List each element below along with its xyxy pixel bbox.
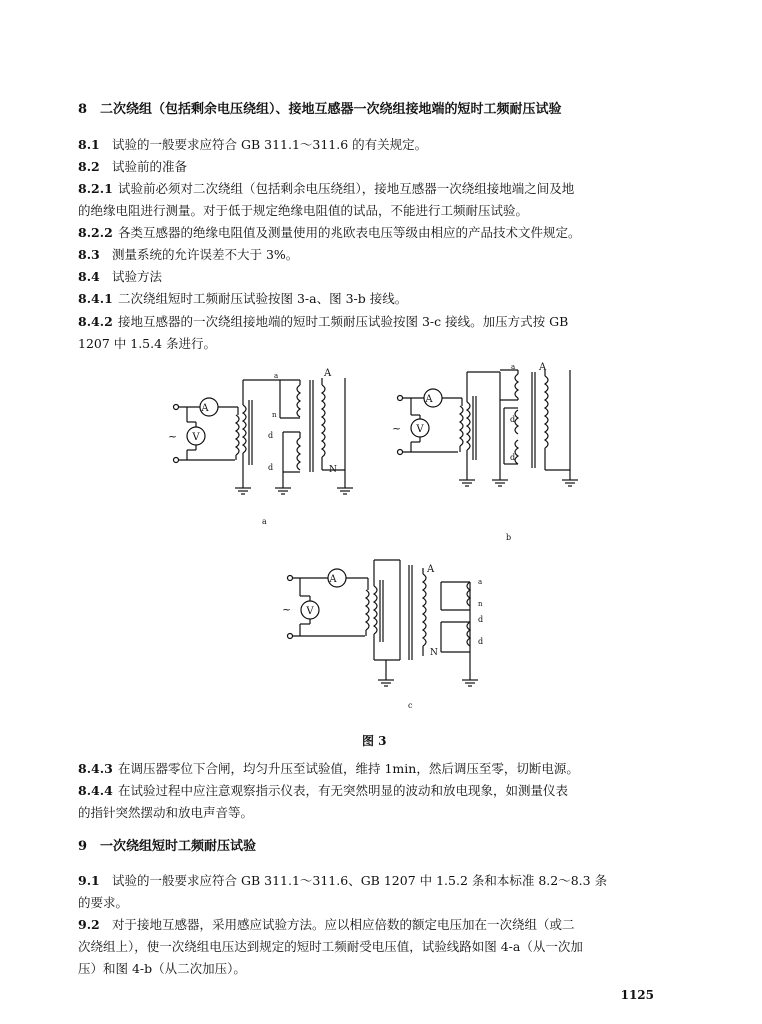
para-number: 9.2 <box>78 917 100 932</box>
terminal-A-b: A <box>539 362 547 373</box>
terminal-A-c: A <box>427 564 435 575</box>
para-9-2-cont-1: 次绕组上），使一次绕组电压达到规定的短时工频耐受电压值，试验线路如图 4-a（从一次加 <box>78 939 583 954</box>
para-text: 测量系统的允许误差不大于 3%。 <box>112 247 299 262</box>
para-number: 8.1 <box>78 137 100 152</box>
para-8-4-2 <box>78 313 690 330</box>
para-9-2-cont-2: 压）和图 4-b（从二次加压）。 <box>78 961 246 976</box>
para-number: 8.2 <box>78 159 100 174</box>
ammeter-label-b: A <box>425 394 433 405</box>
voltmeter-label-c: V <box>306 606 314 617</box>
para-text: 对于接地互感器，采用感应试验方法。应以相应倍数的额定电压加在一次绕组（或二 <box>112 917 575 932</box>
terminal-N-c: N <box>430 648 438 658</box>
para-number: 8.2.2 <box>78 225 113 240</box>
terminal-n-c: n <box>478 600 483 608</box>
ac-source-a: ~ <box>168 430 178 443</box>
terminal-da-a: d <box>268 431 274 440</box>
para-number: 8.4.4 <box>78 783 113 798</box>
terminal-da-c: d <box>478 615 484 624</box>
terminal-dn-c: d <box>478 637 484 646</box>
para-number: 8.2.1 <box>78 181 113 196</box>
para-9-1 <box>78 872 690 889</box>
diagram-a <box>174 378 354 494</box>
para-number: 8.4.1 <box>78 291 113 306</box>
subcaption-c: c <box>408 701 413 710</box>
para-text: 各类互感器的绝缘电阻值及测量使用的兆欧表电压等级由相应的产品技术文件规定。 <box>118 225 581 240</box>
figure-3-diagram <box>0 360 762 740</box>
para-text: 在调压器零位下合闸，均匀升压至试验值，维持 1min，然后调压至零，切断电源。 <box>118 761 579 776</box>
para-8-4-1 <box>78 290 690 307</box>
figure-3-caption: 图 3 <box>362 734 387 748</box>
para-text: 试验的一般要求应符合 GB 311.1～311.6 的有关规定。 <box>112 137 428 152</box>
para-text: 试验前的准备 <box>112 159 188 174</box>
terminal-a-a: a <box>274 372 279 380</box>
terminal-a-b: a <box>511 363 516 371</box>
para-8-4-3 <box>78 760 690 777</box>
terminal-dn-b: d <box>510 453 516 462</box>
diagram-c <box>288 560 479 686</box>
para-8-3 <box>78 246 690 263</box>
terminal-n-a: n <box>272 411 277 419</box>
para-number: 8.3 <box>78 247 100 262</box>
para-text: 在试验过程中应注意观察指示仪表，有无突然明显的波动和放电现象，如测量仪表 <box>118 783 569 798</box>
ammeter-label-a: A <box>201 403 209 414</box>
subcaption-b: b <box>506 533 512 542</box>
ac-source-c: ~ <box>282 603 292 616</box>
para-8-4-4 <box>78 782 690 799</box>
terminal-A-a: A <box>324 368 332 379</box>
terminal-a-c: a <box>478 578 483 586</box>
voltmeter-label-a: V <box>192 432 200 443</box>
para-number: 8.4.3 <box>78 761 113 776</box>
terminal-N-a: N <box>329 465 337 475</box>
para-text: 试验方法 <box>112 269 163 284</box>
para-8-2-2 <box>78 224 690 241</box>
para-number: 8.4.2 <box>78 314 113 329</box>
para-text: 试验前必须对二次绕组（包括剩余电压绕组），接地互感器一次绕组接地端之间及地 <box>118 181 575 196</box>
para-number: 9.1 <box>78 873 100 888</box>
subcaption-a: a <box>262 517 267 526</box>
para-8-4-4-cont: 的指针突然摆动和放电声音等。 <box>78 805 254 820</box>
diagram-b <box>398 370 579 486</box>
para-text: 接地互感器的一次绕组接地端的短时工频耐压试验按图 3-c 接线。加压方式按 GB <box>118 314 569 329</box>
ac-source-b: ~ <box>392 422 402 435</box>
para-8-2 <box>78 158 690 175</box>
para-number: 8.4 <box>78 269 100 284</box>
terminal-da-b: d <box>510 415 516 424</box>
para-9-2 <box>78 916 690 933</box>
voltmeter-label-b: V <box>416 424 424 435</box>
section-9-heading: 9 一次绕组短时工频耐压试验 <box>78 839 257 854</box>
para-8-1 <box>78 136 690 153</box>
section-8-heading: 8 二次绕组（包括剩余电压绕组）、接地互感器一次绕组接地端的短时工频耐压试验 <box>78 102 562 117</box>
para-text: 二次绕组短时工频耐压试验按图 3-a、图 3-b 接线。 <box>118 291 408 306</box>
page-number: 1125 <box>620 988 654 1002</box>
para-8-4-2-cont: 1207 中 1.5.4 条进行。 <box>78 336 217 351</box>
para-9-1-cont: 的要求。 <box>78 895 129 910</box>
para-text: 试验的一般要求应符合 GB 311.1～311.6、GB 1207 中 1.5.2 条和本标准 8.2～8.3 条 <box>112 873 608 888</box>
para-8-4 <box>78 268 690 285</box>
ammeter-label-c: A <box>329 574 337 585</box>
para-8-2-1-cont: 的绝缘电阻进行测量。对于低于规定绝缘电阻值的试品，不能进行工频耐压试验。 <box>78 203 529 218</box>
terminal-dn-a: d <box>268 463 274 472</box>
para-8-2-1 <box>78 180 690 197</box>
